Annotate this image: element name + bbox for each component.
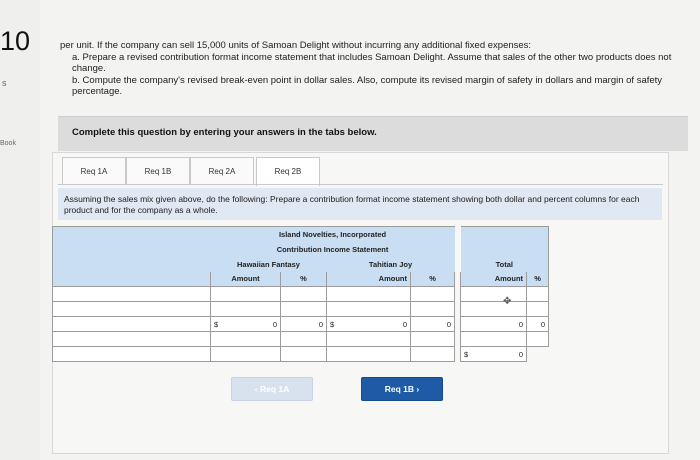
hawaiian-percent-input[interactable] bbox=[281, 302, 327, 317]
prev-tab-button[interactable] bbox=[231, 377, 313, 401]
currency-symbol: $ bbox=[214, 319, 219, 329]
tahitian-amount-input[interactable] bbox=[327, 332, 411, 347]
hawaiian-amount-value: 0 bbox=[272, 319, 277, 329]
net-amount-output bbox=[461, 347, 527, 362]
product-total: Total bbox=[461, 257, 549, 272]
hawaiian-percent-input[interactable] bbox=[281, 287, 327, 302]
row-label-input[interactable] bbox=[53, 287, 211, 302]
net-amount-value: 0 bbox=[518, 349, 524, 359]
hawaiian-amount-input[interactable] bbox=[211, 347, 281, 362]
tab-req-1b[interactable]: Req 1B bbox=[126, 157, 190, 185]
tahitian-percent-input[interactable] bbox=[411, 302, 455, 317]
tahitian-percent-input[interactable] bbox=[411, 332, 455, 347]
tab-req-2b[interactable]: Req 2B bbox=[256, 157, 320, 186]
hawaiian-amount-header: Amount bbox=[211, 272, 281, 287]
total-percent-header: % bbox=[527, 272, 549, 287]
chevron-left-icon: ‹ bbox=[254, 384, 260, 394]
left-margin bbox=[0, 0, 40, 460]
hawaiian-percent-input[interactable] bbox=[281, 332, 327, 347]
tahitian-percent-input[interactable] bbox=[411, 287, 455, 302]
total-percent-input[interactable] bbox=[527, 332, 549, 347]
tahitian-amount-input[interactable] bbox=[327, 287, 411, 302]
side-label: s bbox=[2, 78, 7, 88]
instruction-text: Assuming the sales mix given above, do the following: Prepare a contribution format income statement showing both dollar and percent columns for each product and for the company as a whole. bbox=[64, 194, 640, 215]
table-row bbox=[53, 317, 549, 332]
hawaiian-amount-input[interactable] bbox=[211, 287, 281, 302]
total-amount-header: Amount bbox=[461, 272, 527, 287]
tahitian-amount-input[interactable] bbox=[327, 347, 411, 362]
question-part-b: b. Compute the company's revised break-even point in dollar sales. Also, compute its revised margin of safety in dollars and margin of safety percentage. bbox=[72, 74, 663, 97]
hawaiian-percent-header: % bbox=[281, 272, 327, 287]
table-row bbox=[53, 347, 549, 362]
chevron-right-icon: › bbox=[414, 384, 420, 394]
total-amount-input[interactable] bbox=[461, 302, 527, 317]
product-header-row bbox=[53, 257, 549, 272]
prompt-text: Complete this question by entering your answers in the tabs below. bbox=[72, 127, 377, 138]
ebook-link[interactable]: Book bbox=[0, 140, 16, 147]
question-line: per unit. If the company can sell 15,000 units of Samoan Delight without incurring any additional fixed expenses: bbox=[60, 40, 532, 51]
tahitian-amount-header: Amount bbox=[327, 272, 411, 287]
prev-tab-label: Req 1A bbox=[259, 384, 290, 394]
product-hawaiian-fantasy: Hawaiian Fantasy bbox=[211, 257, 327, 272]
prompt-bar bbox=[58, 116, 688, 151]
tahitian-amount-value: 0 bbox=[402, 319, 407, 329]
currency-symbol: $ bbox=[330, 319, 335, 329]
row-label-input[interactable] bbox=[53, 332, 211, 347]
hawaiian-percent-input[interactable] bbox=[281, 347, 327, 362]
tahitian-percent-header: % bbox=[411, 272, 455, 287]
tab-req-2a[interactable]: Req 2A bbox=[190, 157, 254, 185]
cursor-icon: ✥ bbox=[503, 296, 512, 307]
hawaiian-amount-output bbox=[211, 317, 281, 332]
tahitian-percent-output: 0 bbox=[411, 317, 455, 332]
income-statement-table bbox=[52, 226, 549, 362]
row-label-input[interactable] bbox=[53, 317, 211, 332]
total-percent-output: 0 bbox=[527, 317, 549, 332]
question-number: 10 bbox=[0, 26, 31, 56]
hawaiian-amount-input[interactable] bbox=[211, 302, 281, 317]
next-tab-button[interactable] bbox=[361, 377, 443, 401]
table-row bbox=[53, 332, 549, 347]
tab-divider bbox=[58, 184, 663, 185]
company-name: Island Novelties, Incorporated bbox=[211, 227, 455, 242]
tahitian-amount-output bbox=[327, 317, 411, 332]
next-tab-label: Req 1B bbox=[384, 384, 415, 394]
total-percent-input[interactable] bbox=[527, 287, 549, 302]
tahitian-amount-input[interactable] bbox=[327, 302, 411, 317]
table-row bbox=[53, 287, 549, 302]
hawaiian-amount-input[interactable] bbox=[211, 332, 281, 347]
column-header-row bbox=[53, 272, 549, 287]
statement-title-row bbox=[53, 242, 549, 257]
statement-title: Contribution Income Statement bbox=[211, 242, 455, 257]
currency-symbol: $ bbox=[464, 349, 469, 359]
hawaiian-percent-output: 0 bbox=[281, 317, 327, 332]
statement-header-row bbox=[53, 227, 549, 242]
row-label-input[interactable] bbox=[53, 347, 211, 362]
total-amount-input[interactable] bbox=[461, 332, 527, 347]
question-part-a: a. Prepare a revised contribution format income statement that includes Samoan Delight. Assume that sales of the other two products does not change. bbox=[72, 51, 672, 74]
row-label-input[interactable] bbox=[53, 302, 211, 317]
question-text bbox=[60, 40, 695, 98]
total-amount-input[interactable] bbox=[461, 287, 527, 302]
tahitian-percent-input[interactable] bbox=[411, 347, 455, 362]
product-tahitian-joy: Tahitian Joy bbox=[327, 257, 455, 272]
instruction-box bbox=[58, 188, 662, 220]
total-amount-output: 0 bbox=[461, 317, 527, 332]
table-row bbox=[53, 302, 549, 317]
total-percent-input[interactable] bbox=[527, 302, 549, 317]
tab-req-1a[interactable]: Req 1A bbox=[62, 157, 126, 185]
